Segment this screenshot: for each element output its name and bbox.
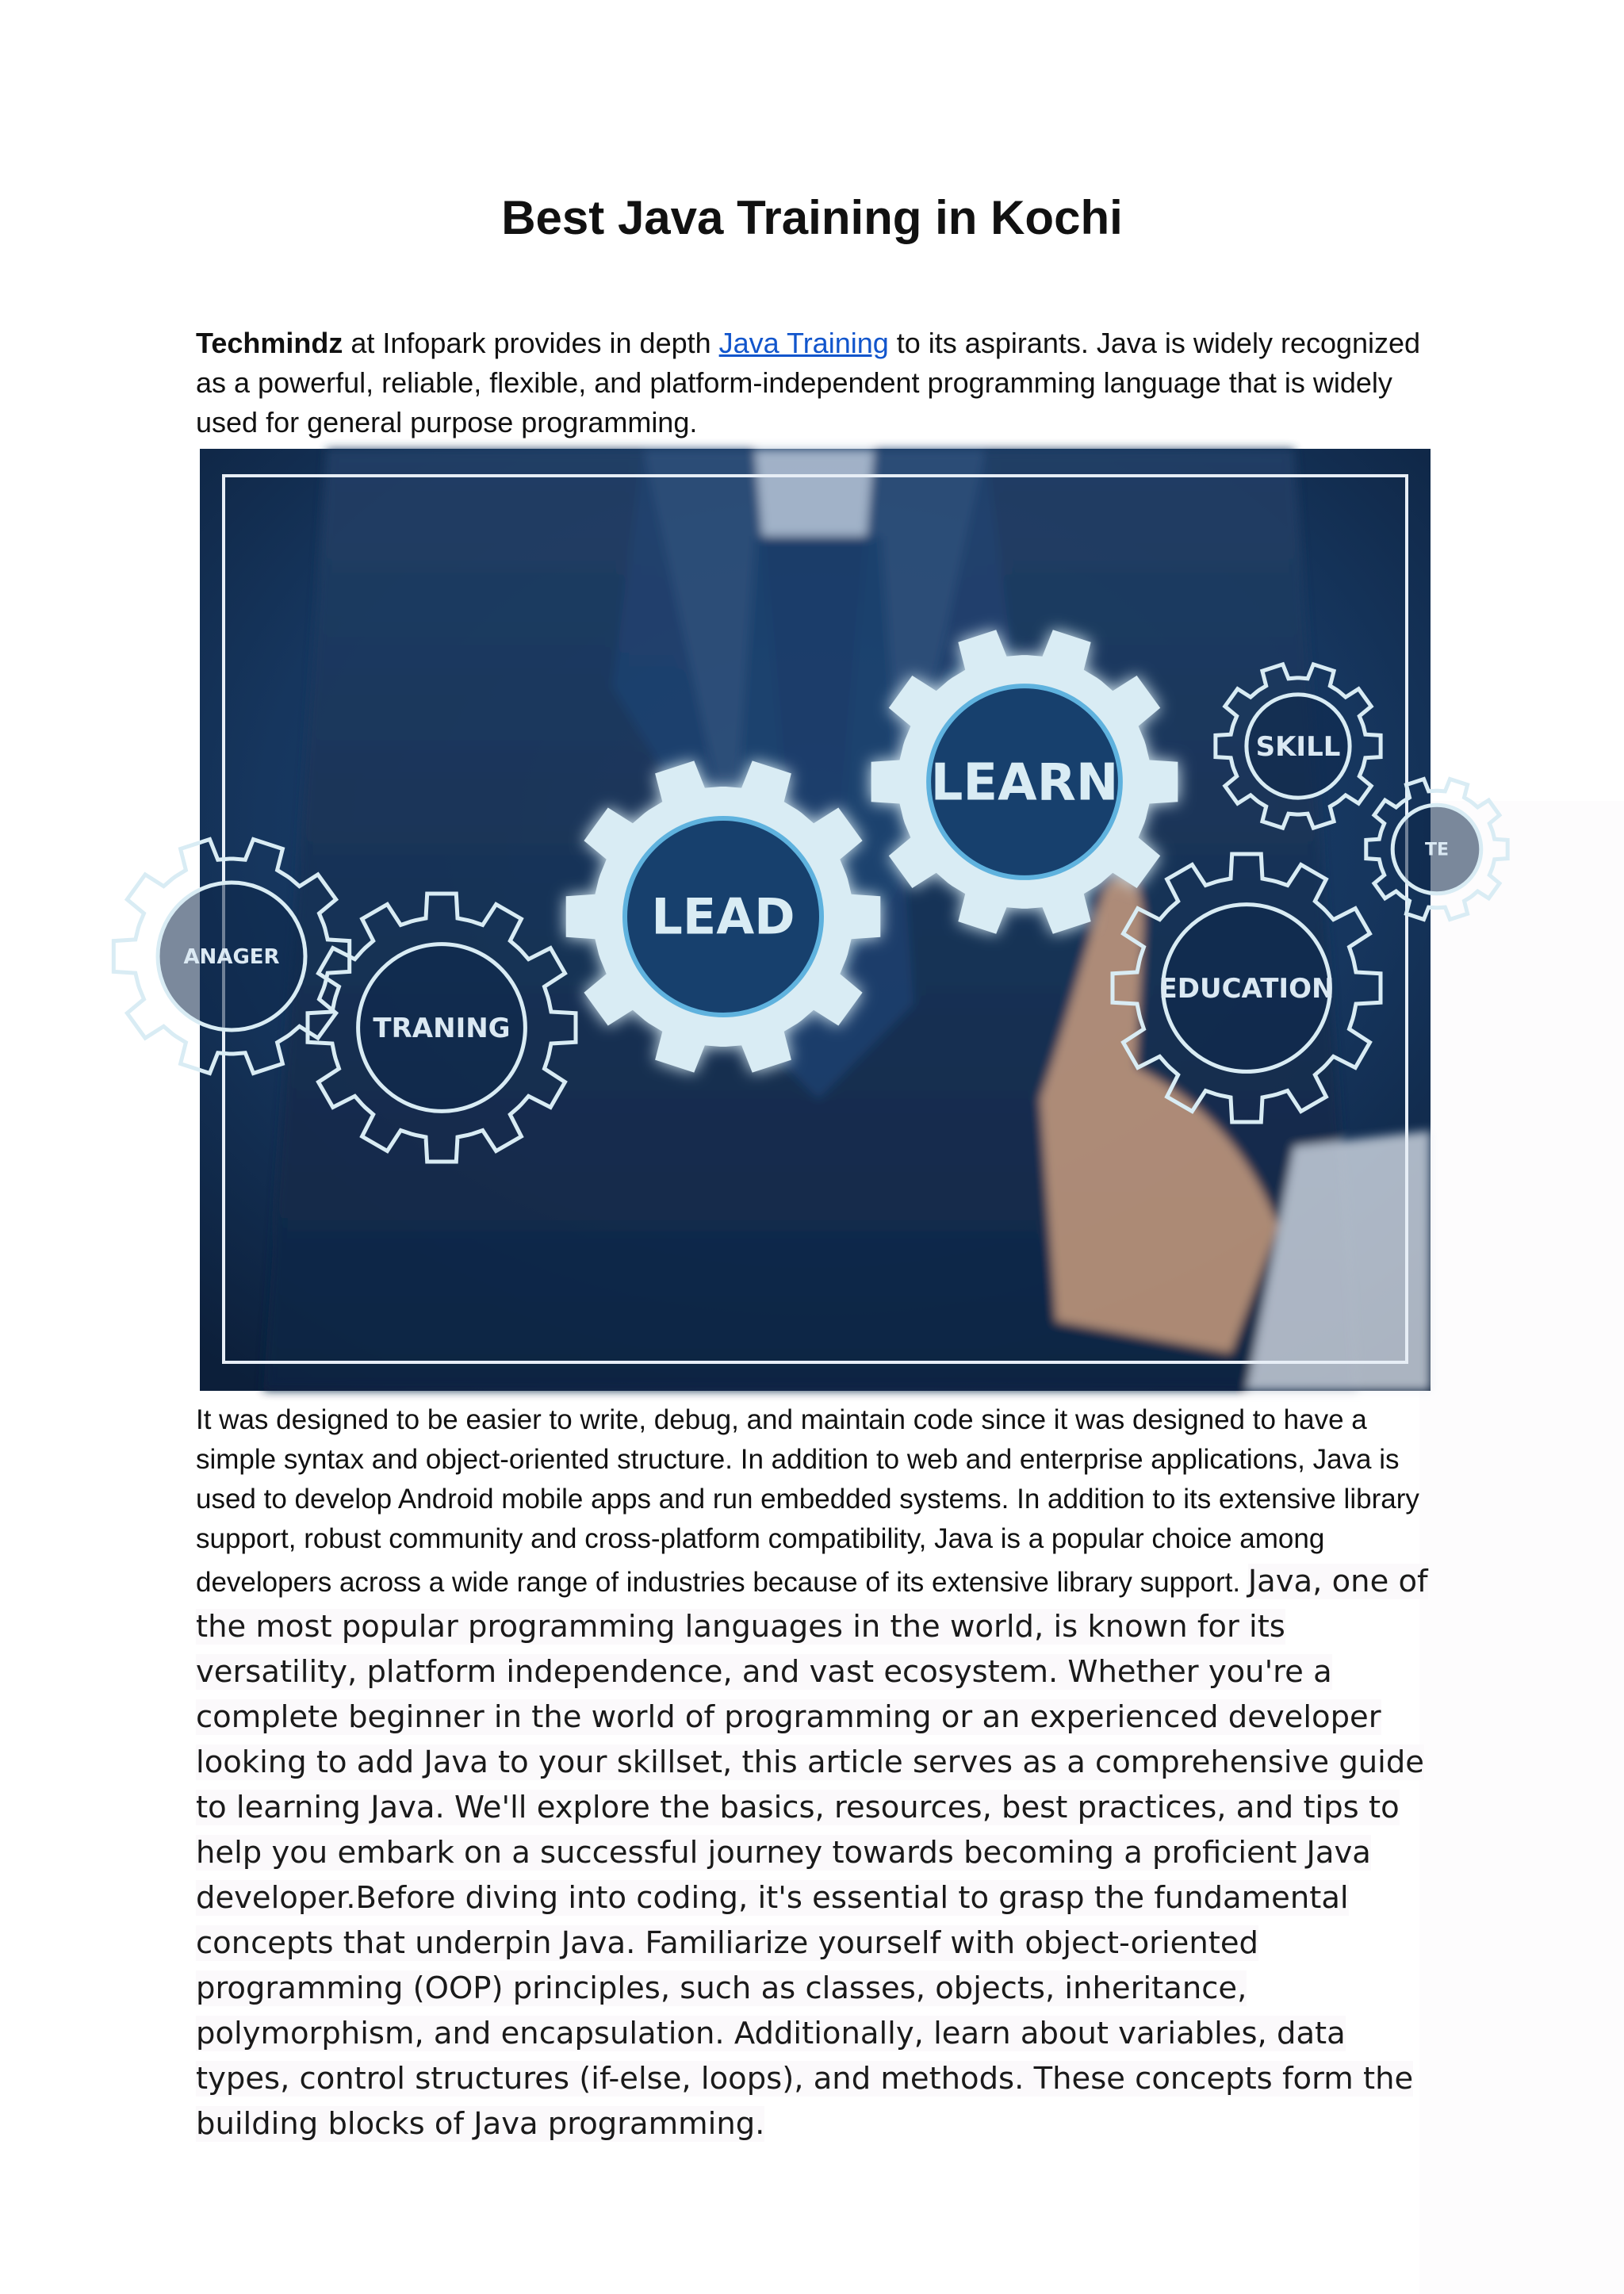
gear-label: LEARN [930,753,1119,813]
body-paragraph-highlight: Java, one of the most popular programming languages in the world, is known for its versatility, platform independence, and vast ecosystem. Whether you're a complete beginner in the world of programming or an experienced developer looking to add Java to your skillset, this article serves as a comprehensive guide to learning Java. We'll explore the basics, resources, best practices, and tips to help you embark on a successful journey towards becoming a proficient Java developer.Before diving into coding, it's essential to grasp the fundamental concepts that underpin Java. Familiarize yourself with object-oriented programming (OOP) principles, such as classes, objects, inheritance, polymorphism, and encapsulation. Additionally, learn about variables, data types, control structures (if-else, loops), and methods. These concepts form the building blocks of Java programming. [196,1564,1428,2142]
gear-label: LEAD [651,887,795,946]
gear-label: TRANING [373,1012,511,1044]
intro-text-2: to its aspirants. Java is widely recognized as a powerful, reliable, flexible, and platform-independent programming language that is widely used for general purpose programming. [196,327,1421,439]
training-gears-illustration [183,449,1450,1391]
intro-text-1: at Infopark provides in depth [343,327,719,359]
body-paragraph-arial: It was designed to be easier to write, debug, and maintain code since it was designed to have a simple syntax and object-oriented structure. In addition to web and enterprise applications, Java is used to develop Android mobile apps and run embedded systems. In addition to its extensive library support, robust community and cross-platform compatibility, Java is a popular choice among developers across a wide range of industries because of its extensive library support. [196,1404,1419,1598]
java-training-link[interactable]: Java Training [718,327,889,359]
gear-label: ANAGER [183,945,280,970]
intro-paragraph [196,324,1433,442]
body-text [196,1400,1445,2147]
gear-label: TE [1424,840,1450,860]
gear-label: EDUCATION [1159,972,1335,1005]
gear-label: SKILL [1255,730,1341,763]
page-shade [1419,801,1624,2294]
page-title: Best Java Training in Kochi [501,191,1123,244]
brand-name: Techmindz [196,327,343,359]
hero-image [183,449,1450,1391]
